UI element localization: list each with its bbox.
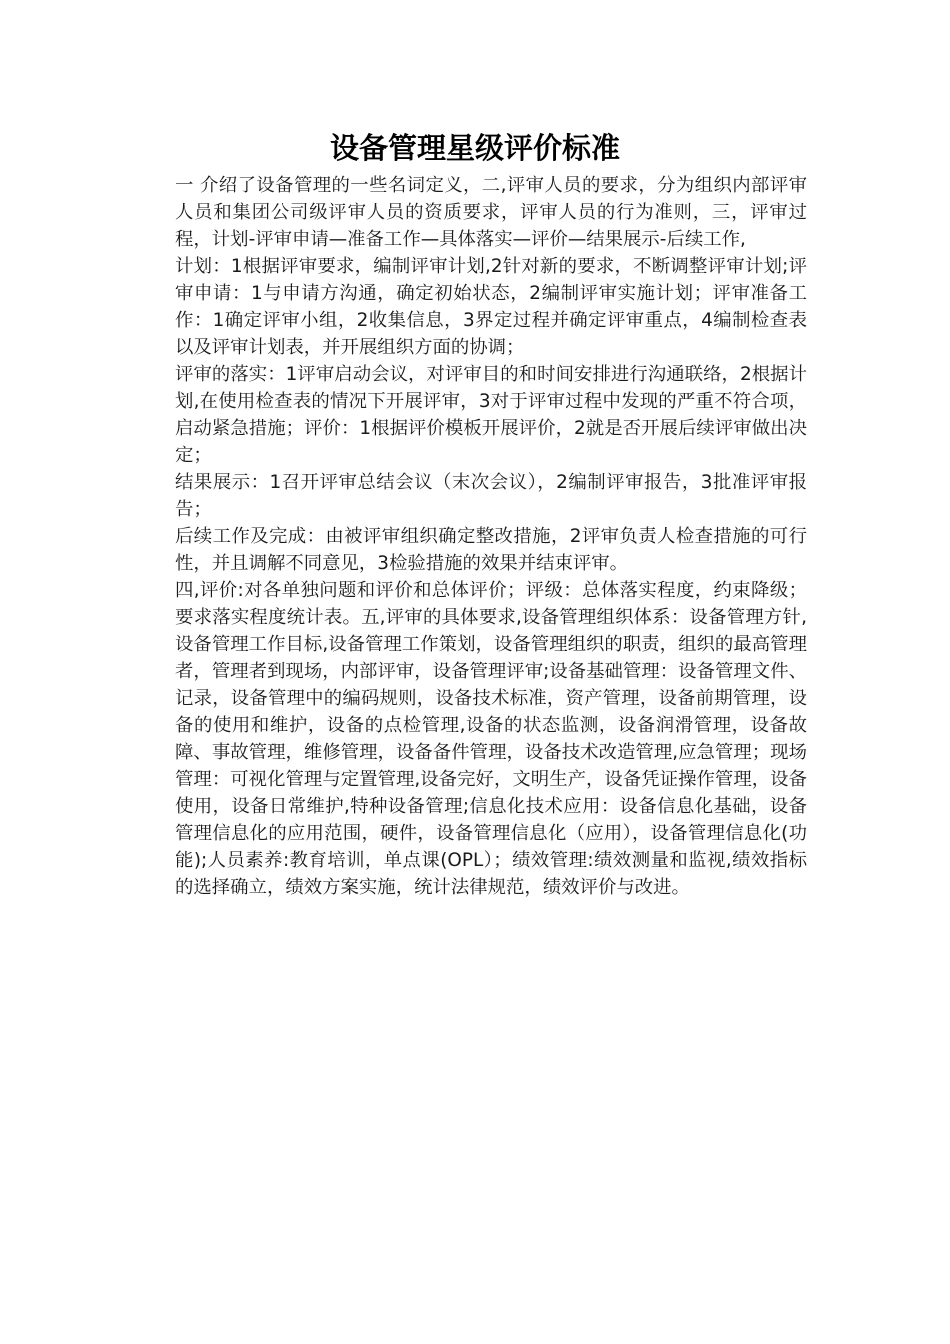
document-body [175, 172, 807, 901]
paragraph-evaluation-requirements: 四,评价:对各单独问题和评价和总体评价；评级：总体落实程度，约束降级；要求落实程度统计表。五,评审的具体要求,设备管理组织体系：设备管理方针,设备管理工作目标,设备管理工作策划，设备管理组织的职责，组织的最高管理者，管理者到现场，内部评审，设备管理评审;设备基础管理：设备管理文件、记录，设备管理中的编码规则，设备技术标准，资产管理，设备前期管理，设备的使用和维护，设备的点检管理,设备的状态监测，设备润滑管理，设备故障、事故管理，维修管理，设备备件管理，设备技术改造管理,应急管理；现场管理：可视化管理与定置管理,设备完好，文明生产，设备凭证操作管理，设备使用，设备日常维护,特种设备管理;信息化技术应用：设备信息化基础，设备管理信息化的应用范围，硬件，设备管理信息化（应用），设备管理信息化(功能);人员素养:教育培训，单点课(OPL）；绩效管理:绩效测量和监视,绩效指标的选择确立，绩效方案实施，统计法律规范，绩效评价与改进。 [175, 580, 807, 898]
paragraph-implementation: 评审的落实：1评审启动会议，对评审目的和时间安排进行沟通联络，2根据计划,在使用检查表的情况下开展评审，3对于评审过程中发现的严重不符合项，启动紧急措施；评价：1根据评价模板开展评价，2就是否开展后续评审做出决定； [175, 364, 807, 466]
paragraph-follow-up: 后续工作及完成：由被评审组织确定整改措施，2评审负责人检查措施的可行性，并且调解不同意见，3检验措施的效果并结束评审。 [175, 526, 807, 574]
document-title: 设备管理星级评价标准 [329, 131, 620, 165]
paragraph-intro: 一 介绍了设备管理的一些名词定义，二,评审人员的要求，分为组织内部评审人员和集团公司级评审人员的资质要求，评审人员的行为准则，三，评审过程，计划-评审申请—准备工作—具体落实—评价—结果展示-后续工作, [175, 175, 807, 250]
paragraph-results: 结果展示：1召开评审总结会议（末次会议），2编制评审报告，3批准评审报告； [175, 472, 807, 520]
paragraph-plan: 计划：1根据评审要求，编制评审计划,2针对新的要求，不断调整评审计划;评审申请：1与申请方沟通，确定初始状态，2编制评审实施计划；评审准备工作：1确定评审小组，2收集信息，3界定过程并确定评审重点，4编制检查表以及评审计划表，并开展组织方面的协调； [175, 256, 807, 358]
